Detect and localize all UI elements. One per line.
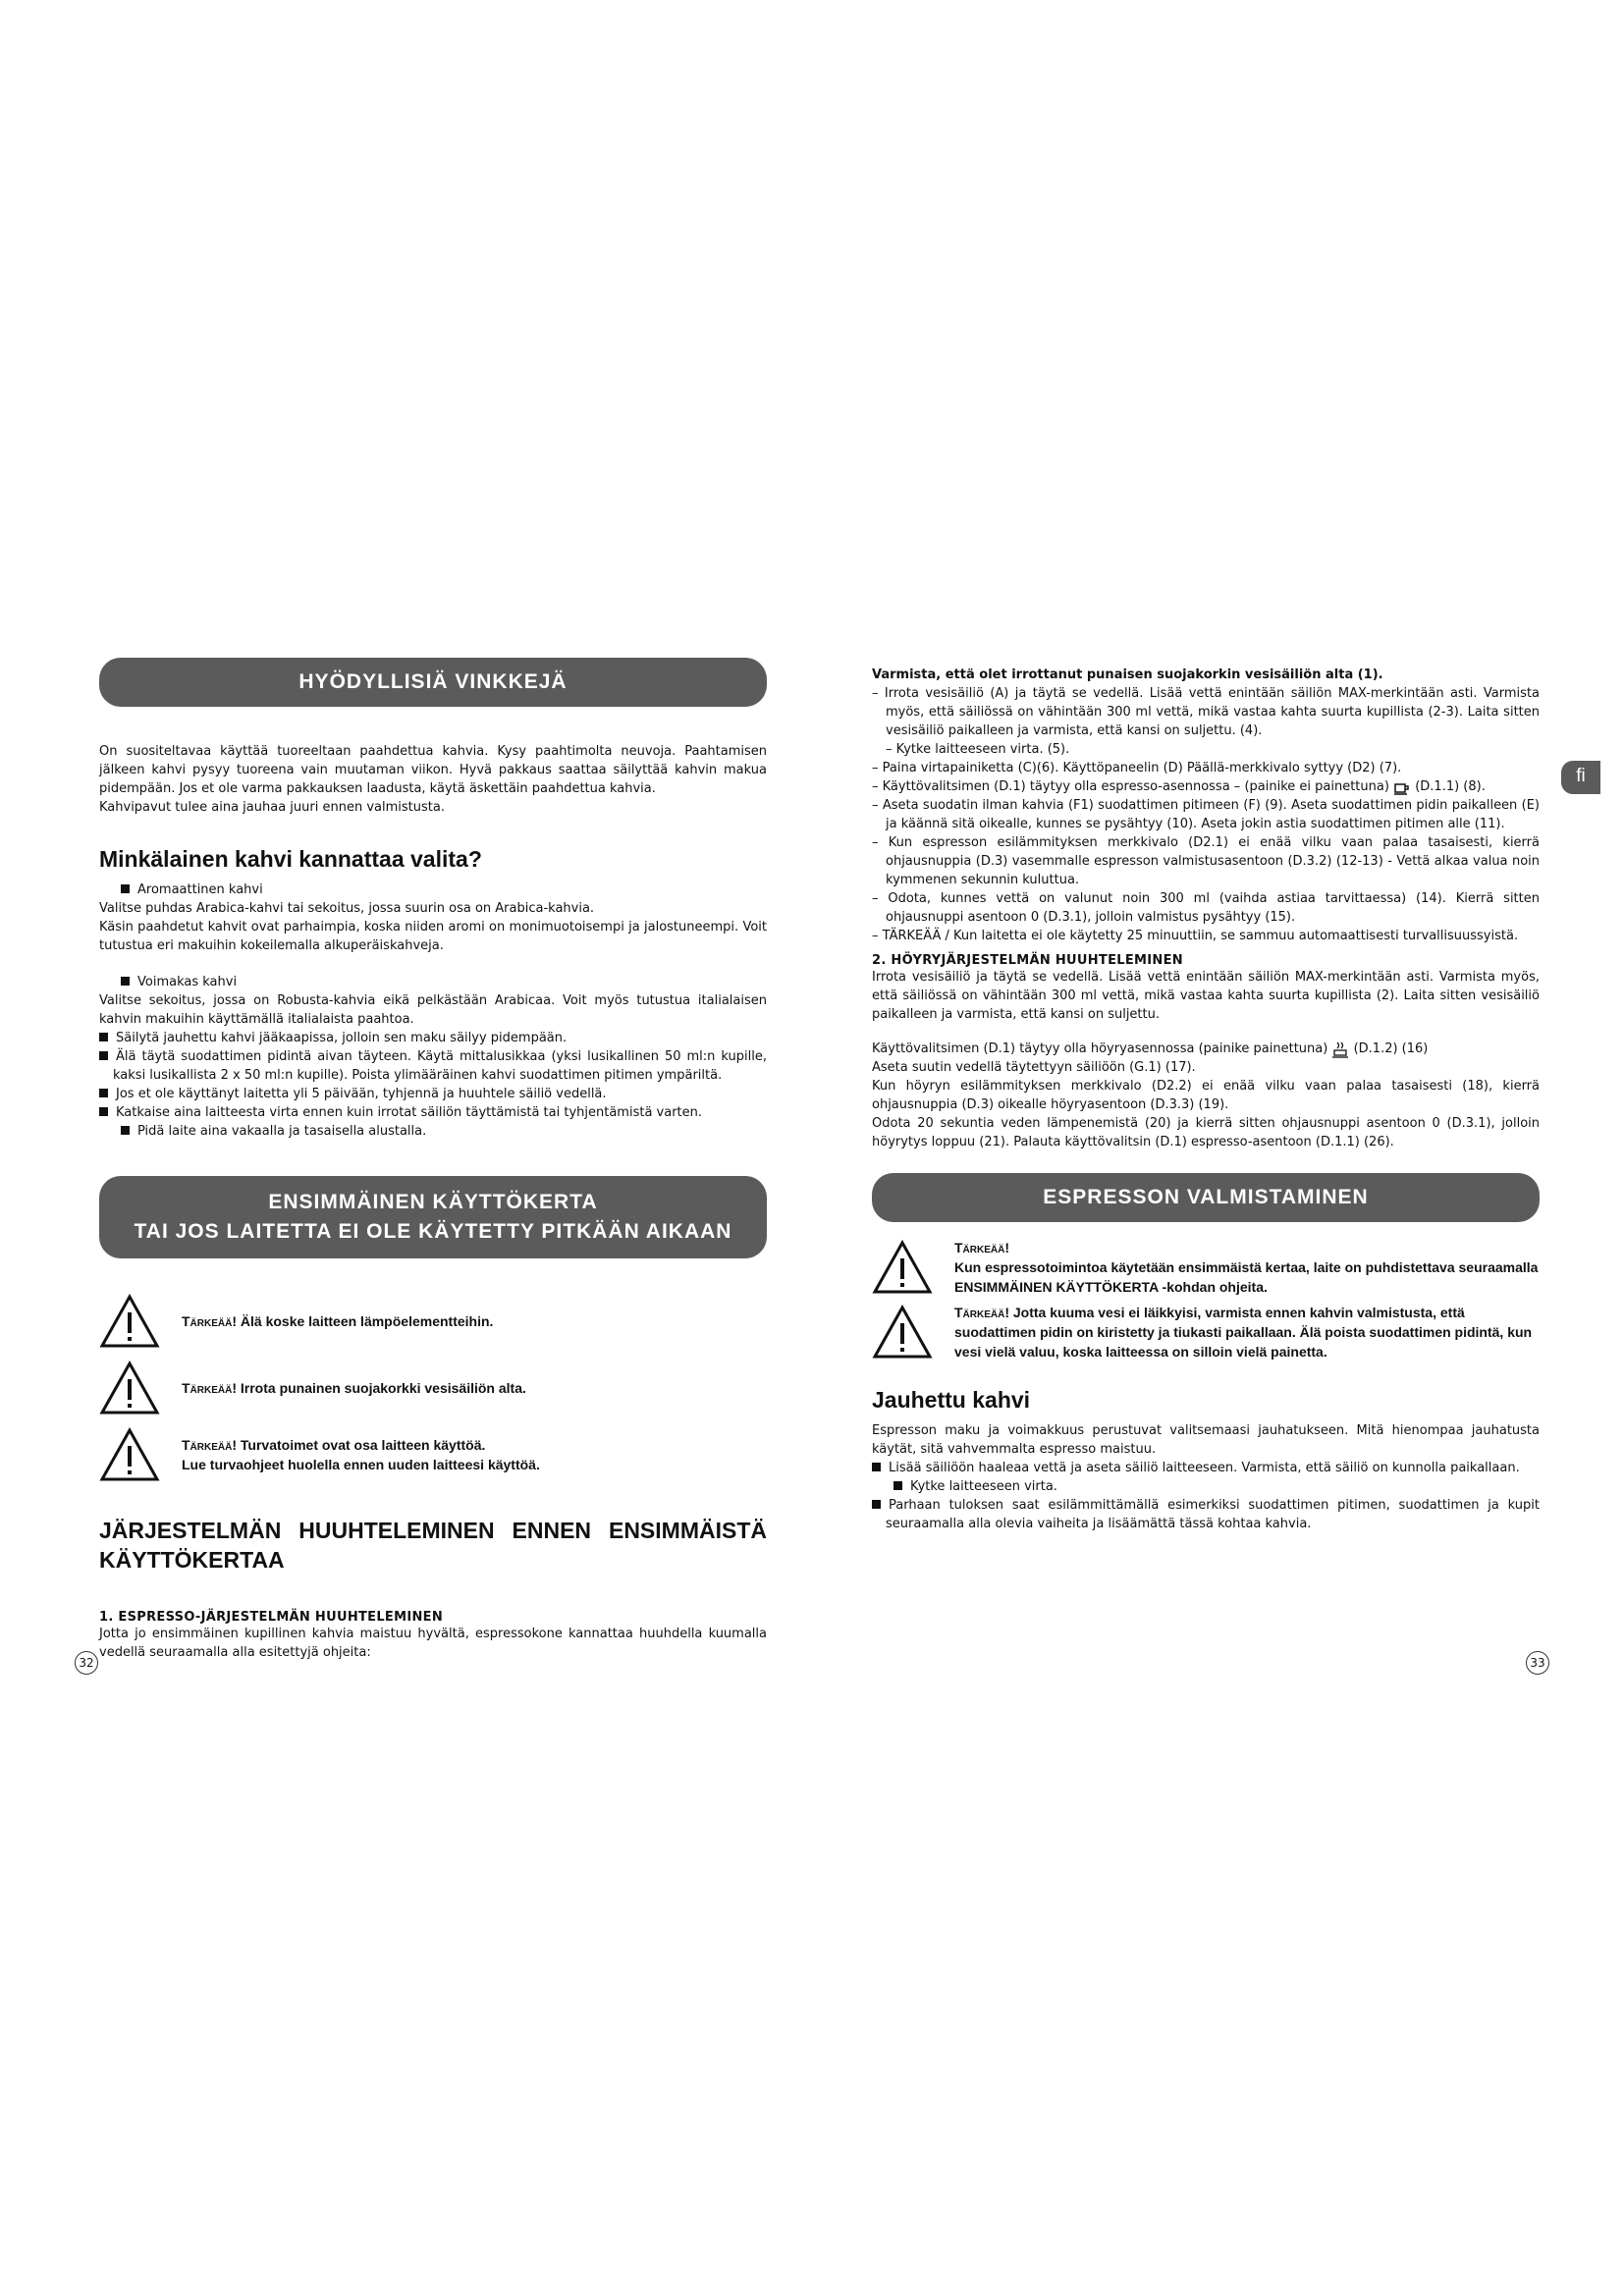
espresso-cup-icon: [1393, 779, 1411, 795]
warning-5: Tärkeää! Jotta kuuma vesi ei läikkyisi, varmista ennen kahvin valmistusta, että suodattimen pidin on kiristetty ja tiukasti paikallaan. Älä poista suodattimen pidintä, kun vesi vielä valuu, koska laitteessa on silloin vielä painetta.: [872, 1303, 1540, 1362]
steam-paragraph-1: Irrota vesisäiliö ja täytä se vedellä. Lisää vettä enintään säiliön MAX-merkintään asti. Varmista myös, että säiliössä on vähintään 300 ml vettä, mikä vastaa kahta suurta kupillista (2). Laita sitten vesisäiliö paikalleen ja varmista, että kansi on suljettu.: [872, 970, 1540, 1022]
strong-paragraph: Valitse sekoitus, jossa on Robusta-kahvia eikä pelkästään Arabicaa. Voit myös tutustua italialaisen kahvin makuihin käyttämällä italialaista paahtoa.: [99, 993, 767, 1027]
step-6: – Kun espresson esilämmityksen merkkivalo (D2.1) ei enää vilku vaan palaa tasaisesti, kierrä ohjausnuppia (D.3) vasemmalle espresson valmistusasentoon (D.3.2) (12-13) - Vettä alkaa valua noin kymmenen sekunnin kuluttua.: [872, 835, 1540, 887]
bullet-icon: [121, 1126, 130, 1135]
ground-coffee-heading: Jauhettu kahvi: [872, 1387, 1031, 1413]
check-heading: Varmista, että olet irrottanut punaisen suojakorkin vesisäiliön alta (1).: [872, 667, 1383, 682]
section-banner-first-use: ENSIMMÄINEN KÄYTTÖKERTA TAI JOS LAITETTA EI OLE KÄYTETTY PITKÄÄN AIKAAN: [99, 1176, 767, 1258]
step-8: – TÄRKEÄÄ / Kun laitetta ei ole käytetty 25 minuuttiin, se sammuu automaattisesti turvallisuussyistä.: [872, 929, 1519, 943]
espresso-rinse-heading: 1. ESPRESSO-JÄRJESTELMÄN HUUHTELEMINEN: [99, 1610, 444, 1625]
ground-item: Kytke laitteeseen virta.: [872, 1477, 1540, 1496]
ground-item: Parhaan tuloksen saat esilämmittämällä esimerkiksi suodattimen pitimen, suodattimen ja kupit seuraamalla alla olevia vaiheita ja lisäämättä tässä kohtaa kahvia.: [872, 1496, 1540, 1533]
bullet-icon: [99, 1107, 108, 1116]
coffee-choice-heading: Minkälainen kahvi kannattaa valita?: [99, 846, 482, 872]
rinse-heading: JÄRJESTELMÄN HUUHTELEMINEN ENNEN ENSIMMÄISTÄ KÄYTTÖKERTAA: [99, 1518, 767, 1573]
warning-triangle-icon: [99, 1294, 160, 1349]
warning-triangle-icon: [872, 1305, 933, 1360]
tip-item: Säilytä jauhettu kahvi jääkaapissa, jolloin sen maku säilyy pidempään.: [99, 1029, 767, 1047]
tip-item-last: Pidä laite aina vakaalla ja tasaisella alustalla.: [99, 1122, 767, 1141]
espresso-rinse-paragraph: Jotta jo ensimmäinen kupillinen kahvia maistuu hyvältä, espressokone kannattaa huuhdella kuumalla vedellä seuraamalla alla esitettyjä ohjeita:: [99, 1627, 767, 1660]
tip-item: Jos et ole käyttänyt laitetta yli 5 päivään, tyhjennä ja huuhtele säiliö vedellä.: [99, 1085, 767, 1103]
step-5: – Aseta suodatin ilman kahvia (F1) suodattimen pitimeen (F) (9). Aseta suodattimen pidin paikalleen (E) ja käännä sitä oikealle, kunnes se pysähtyy (10). Aseta jokin astia suodattimen pitimen alle (11).: [872, 798, 1541, 831]
left-page: [99, 658, 767, 1662]
warning-2: Tärkeää! Irrota punainen suojakorkki vesisäiliön alta.: [99, 1361, 767, 1415]
bullet-icon: [872, 1500, 881, 1509]
language-tab: fi: [1561, 761, 1600, 794]
steam-paragraph-3: Aseta suutin vedellä täytettyyn säiliöön (G.1) (17).: [872, 1060, 1196, 1075]
bullet-icon: [99, 1089, 108, 1097]
tip-item: Katkaise aina laitteesta virta ennen kuin irrotat säiliön täyttämistä tai tyhjentämistä varten.: [99, 1103, 767, 1122]
section-banner-tips: HYÖDYLLISIÄ VINKKEJÄ: [99, 658, 767, 707]
bullet-icon: [872, 1463, 881, 1471]
section-banner-espresso: ESPRESSON VALMISTAMINEN: [872, 1173, 1540, 1222]
steam-icon: [1331, 1041, 1349, 1058]
page-number-right: 33: [1526, 1651, 1549, 1675]
bullet-icon: [99, 1051, 108, 1060]
aroma-paragraph-2: Käsin paahdetut kahvit ovat parhaimpia, koska niiden aromi on monimuotoisempi ja jalostuneempi. Voit tutustua eri makuihin kokeilemalla alkuperäiskahveja.: [99, 920, 767, 953]
step-2: – Kytke laitteeseen virta. (5).: [886, 742, 1070, 757]
aroma-paragraph-1: Valitse puhdas Arabica-kahvi tai sekoitus, jossa suurin osa on Arabica-kahvia.: [99, 901, 595, 916]
ground-paragraph: Espresson maku ja voimakkuus perustuvat valitsemaasi jauhatukseen. Mitä hienompaa jauhatusta käytät, sitä vahvemmalta espresso maistuu.: [872, 1423, 1540, 1457]
warning-word: Tärkeää!: [182, 1437, 237, 1453]
intro-paragraph: On suositeltavaa käyttää tuoreeltaan paahdettua kahvia. Kysy paahtimolta neuvoja. Paahtamisen jälkeen kahvi pysyy tuoreena vain muutaman viikon. Hyvä pakkaus saattaa säilyttää kahvin makua pidempään. Jos et ole varma pakkauksen laadusta, käytä äskettäin paahdettua kahvia.: [99, 744, 767, 796]
warning-word: Tärkeää!: [182, 1313, 237, 1329]
warning-triangle-icon: [99, 1361, 160, 1415]
bullet-icon: [99, 1033, 108, 1041]
warning-word: Tärkeää!: [182, 1380, 237, 1396]
aroma-label: Aromaattinen kahvi: [99, 881, 767, 899]
warning-triangle-icon: [872, 1240, 933, 1295]
ground-item: Lisää säiliöön haaleaa vettä ja aseta säiliö laitteeseen. Varmista, että säiliö on kunnolla paikallaan.: [872, 1459, 1540, 1477]
step-1: – Irrota vesisäiliö (A) ja täytä se vedellä. Lisää vettä enintään säiliön MAX-merkintään asti. Varmista myös, että säiliössä on vähintään 300 ml vettä, mikä vastaa kahta suurta kupillista (2-3). Laita sitten vesisäiliö paikalleen ja varmista, että kansi on suljettu. (4).: [872, 686, 1541, 738]
intro-paragraph-2: Kahvipavut tulee aina jauhaa juuri ennen valmistusta.: [99, 800, 445, 815]
steam-paragraph-4: Kun höyryn esilämmityksen merkkivalo (D2.2) ei enää vilku vaan palaa tasaisesti (18), kierrä ohjausnuppia (D.3) oikealle höyryasentoon (D.3.3) (19).: [872, 1079, 1540, 1112]
bullet-icon: [121, 977, 130, 986]
step-3: – Paina virtapainiketta (C)(6). Käyttöpaneelin (D) Päällä-merkkivalo syttyy (D2) (7).: [872, 761, 1402, 775]
warning-triangle-icon: [99, 1427, 160, 1482]
warning-4: Tärkeää! Kun espressotoimintoa käytetään ensimmäistä kertaa, laite on puhdistettava seuraamalla ENSIMMÄINEN KÄYTTÖKERTA -kohdan ohjeita.: [872, 1238, 1540, 1297]
right-page: [872, 666, 1540, 1533]
steam-rinse-heading: 2. HÖYRYJÄRJESTELMÄN HUUHTELEMINEN: [872, 953, 1183, 968]
page-number-left: 32: [75, 1651, 98, 1675]
strong-label: Voimakas kahvi: [99, 973, 767, 991]
step-7: – Odota, kunnes vettä on valunut noin 300 ml (vaihda astiaa tarvittaessa) (14). Kierrä sitten ohjausnuppi asentoon 0 (D.3.1), jolloin valmistus pysähtyy (15).: [872, 891, 1540, 925]
steam-paragraph-2: Käyttövalitsimen (D.1) täytyy olla höyryasennossa (painike painettuna) (D.1.2) (16): [872, 1041, 1429, 1056]
warning-3: Tärkeää! Turvatoimet ovat osa laitteen käyttöä. Lue turvaohjeet huolella ennen uuden laitteesi käyttöä.: [99, 1427, 767, 1482]
step-4: – Käyttövalitsimen (D.1) täytyy olla espresso-asennossa – (painike ei painettuna) (D.1.1) (8).: [872, 779, 1486, 794]
tip-item: Älä täytä suodattimen pidintä aivan täyteen. Käytä mittalusikkaa (yksi lusikallinen 50 ml:n kupille, kaksi lusikallista 2 x 50 ml:n kupille). Poista ylimääräinen kahvi suodattimen pitimen ympäriltä.: [99, 1047, 767, 1085]
steam-paragraph-5: Odota 20 sekuntia veden lämpenemistä (20) ja kierrä sitten ohjausnuppi asentoon 0 (D.3.1), jolloin höyrytys loppuu (21). Palauta käyttövalitsin (D.1) espresso-asentoon (D.1.1) (26).: [872, 1116, 1540, 1149]
bullet-icon: [121, 884, 130, 893]
warning-1: Tärkeää! Älä koske laitteen lämpöelementteihin.: [99, 1294, 767, 1349]
bullet-icon: [893, 1481, 902, 1490]
